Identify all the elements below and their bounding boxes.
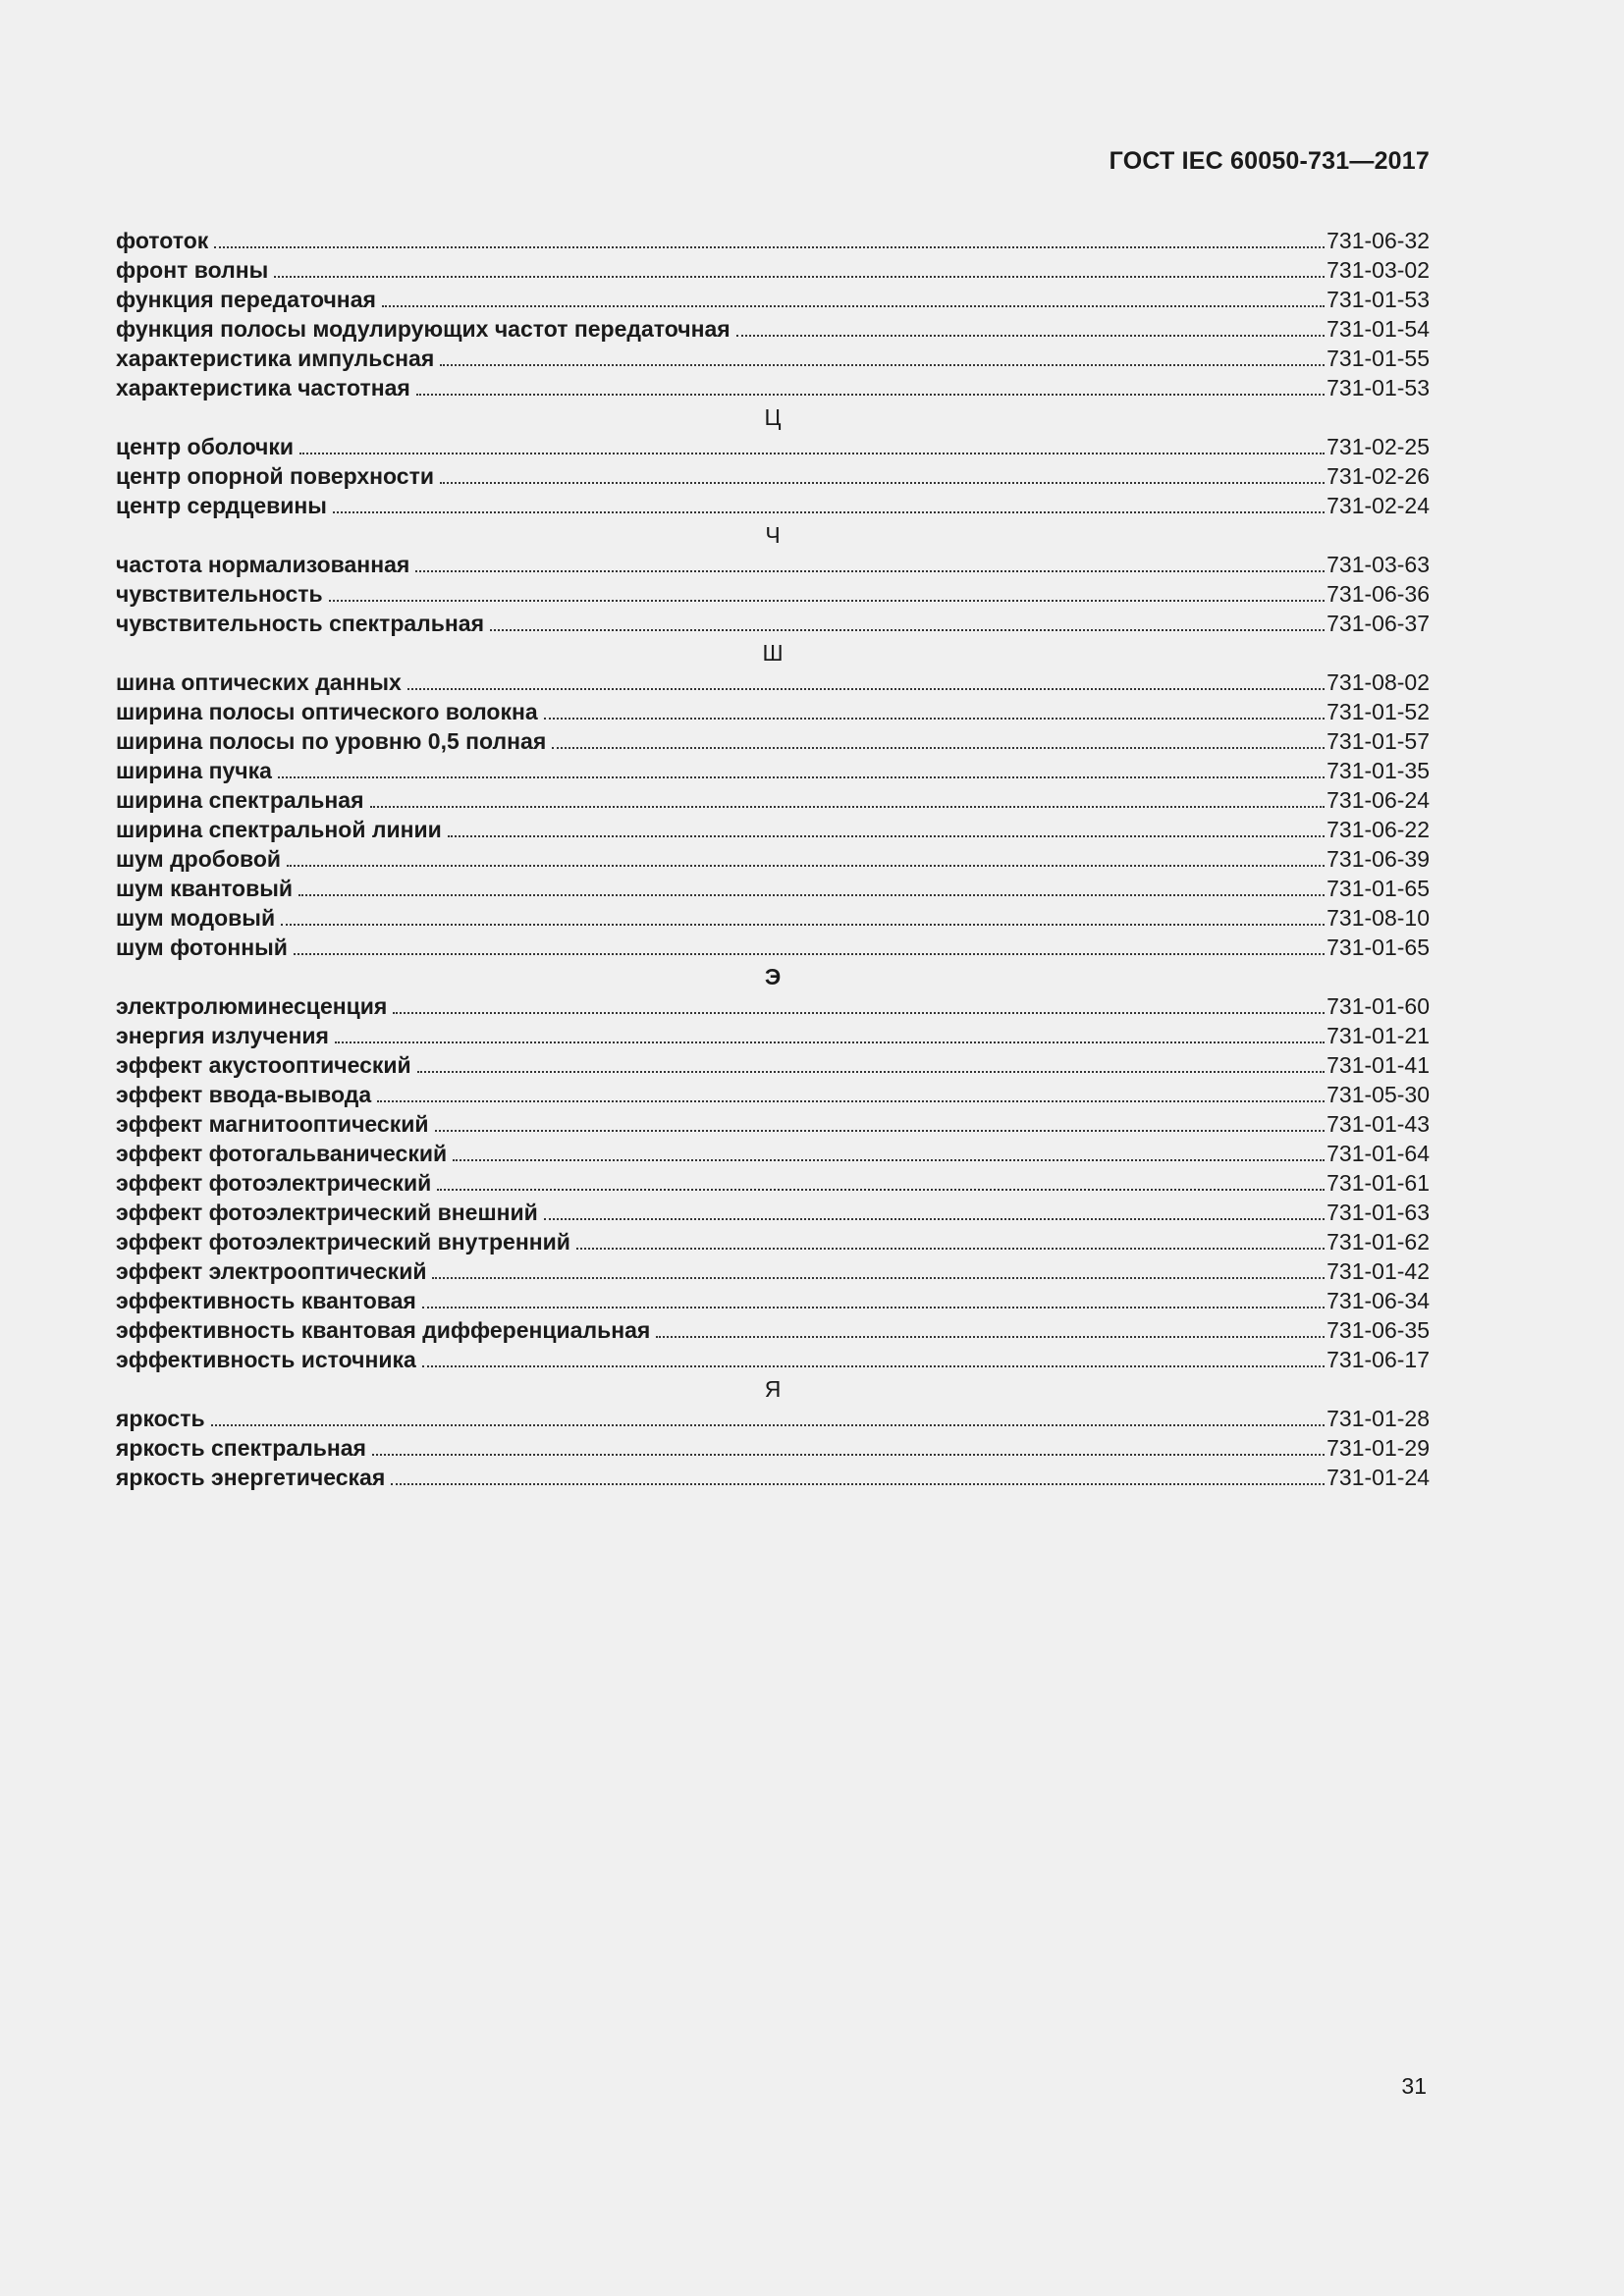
index-term: шум квантовый <box>116 876 294 901</box>
dot-leader <box>422 1307 1325 1308</box>
index-term: эффект ввода-вывода <box>116 1082 372 1107</box>
index-term: электролюминесценция <box>116 993 388 1019</box>
index-entry <box>116 1109 1430 1139</box>
dot-leader <box>490 629 1325 631</box>
index-ref: 731-01-42 <box>1326 1258 1430 1284</box>
index-ref: 731-06-22 <box>1326 817 1430 842</box>
index-term: яркость энергетическая <box>116 1465 386 1490</box>
index-ref: 731-06-24 <box>1326 787 1430 813</box>
index-term: центр сердцевины <box>116 493 327 518</box>
index-ref: 731-01-61 <box>1326 1170 1430 1196</box>
index-ref: 731-01-21 <box>1326 1023 1430 1048</box>
index-term: фронт волны <box>116 257 269 283</box>
index-entry <box>116 550 1430 579</box>
dot-leader <box>422 1365 1325 1367</box>
section-letter: Ш <box>762 640 784 666</box>
index-ref: 731-01-28 <box>1326 1406 1430 1431</box>
index-ref: 731-06-36 <box>1326 581 1430 607</box>
index-entry <box>116 874 1430 903</box>
index-term: эффект электрооптический <box>116 1258 427 1284</box>
index-entry <box>116 785 1430 815</box>
index-ref: 731-01-52 <box>1326 699 1430 724</box>
index-term: энергия излучения <box>116 1023 329 1048</box>
index-term: шина оптических данных <box>116 669 402 695</box>
dot-leader <box>211 1424 1326 1426</box>
index-entry <box>116 933 1430 962</box>
index-term: характеристика импульсная <box>116 346 435 371</box>
dot-leader <box>407 688 1325 690</box>
index-term: эффективность квантовая дифференциальная <box>116 1317 651 1343</box>
index-term: эффект акустооптический <box>116 1052 411 1078</box>
dot-leader <box>287 865 1325 867</box>
index-ref: 731-01-65 <box>1326 876 1430 901</box>
dot-leader <box>391 1483 1325 1485</box>
index-ref: 731-02-26 <box>1326 463 1430 489</box>
index-ref: 731-03-02 <box>1326 257 1430 283</box>
section-letter: Ц <box>764 404 782 430</box>
index-ref: 731-01-35 <box>1326 758 1430 783</box>
index-entry <box>116 667 1430 697</box>
index-entry <box>116 1050 1430 1080</box>
index-entry <box>116 1433 1430 1463</box>
index-entry <box>116 991 1430 1021</box>
dot-leader <box>370 806 1326 808</box>
index-term: эффект магнитооптический <box>116 1111 429 1137</box>
dot-leader <box>298 894 1325 896</box>
index-term: ширина полосы оптического волокна <box>116 699 538 724</box>
dot-leader <box>435 1130 1326 1132</box>
dot-leader <box>274 276 1325 278</box>
index-entry <box>116 756 1430 785</box>
index-entry <box>116 344 1430 373</box>
index-term: шум фотонный <box>116 934 288 960</box>
index-entry <box>116 1404 1430 1433</box>
index-ref: 731-06-37 <box>1326 611 1430 636</box>
page-number: 31 <box>1401 2073 1427 2099</box>
index-ref: 731-06-35 <box>1326 1317 1430 1343</box>
index-entry <box>116 1463 1430 1492</box>
index-term: чувствительность спектральная <box>116 611 485 636</box>
index-entry <box>116 1021 1430 1050</box>
index-entry <box>116 1227 1430 1256</box>
index-term: шум дробовой <box>116 846 282 872</box>
index-ref: 731-01-53 <box>1326 375 1430 400</box>
dot-leader <box>544 1218 1325 1220</box>
dot-leader <box>656 1336 1325 1338</box>
index-ref: 731-02-25 <box>1326 434 1430 459</box>
index-term: эффект фотоэлектрический внутренний <box>116 1229 570 1255</box>
section-letter: Я <box>764 1376 782 1402</box>
dot-leader <box>416 394 1325 396</box>
index-ref: 731-03-63 <box>1326 552 1430 577</box>
index-term: характеристика частотная <box>116 375 410 400</box>
section-letter: Э <box>764 964 782 989</box>
index-entry <box>116 815 1430 844</box>
index-ref: 731-08-02 <box>1326 669 1430 695</box>
dot-leader <box>453 1159 1325 1161</box>
index-ref: 731-01-29 <box>1326 1435 1430 1461</box>
index-entry <box>116 1345 1430 1374</box>
index-ref: 731-01-57 <box>1326 728 1430 754</box>
dot-leader <box>214 246 1325 248</box>
index-term: эффект фотоэлектрический внешний <box>116 1200 538 1225</box>
index-term: шум модовый <box>116 905 276 931</box>
dot-leader <box>335 1041 1325 1043</box>
index-entry <box>116 903 1430 933</box>
dot-leader <box>294 953 1325 955</box>
index-term: эффект фотогальванический <box>116 1141 448 1166</box>
index-ref: 731-01-24 <box>1326 1465 1430 1490</box>
dot-leader <box>576 1248 1325 1250</box>
index-entry <box>116 373 1430 402</box>
section-letter: Ч <box>765 522 781 548</box>
index-ref: 731-06-17 <box>1326 1347 1430 1372</box>
index-ref: 731-01-53 <box>1326 287 1430 312</box>
index-entry <box>116 1139 1430 1168</box>
index-term: фототок <box>116 228 209 253</box>
index-term: ширина полосы по уровню 0,5 полная <box>116 728 547 754</box>
index-term: функция полосы модулирующих частот передаточная <box>116 316 731 342</box>
index-group-ya <box>116 1374 1430 1492</box>
term-index <box>116 226 1430 1492</box>
index-ref: 731-02-24 <box>1326 493 1430 518</box>
index-entry <box>116 579 1430 609</box>
index-entry <box>116 461 1430 491</box>
index-group-e <box>116 962 1430 1374</box>
index-entry <box>116 1168 1430 1198</box>
dot-leader <box>377 1100 1325 1102</box>
index-entry <box>116 226 1430 255</box>
index-entry <box>116 844 1430 874</box>
index-entry <box>116 1080 1430 1109</box>
dot-leader <box>372 1454 1325 1456</box>
index-ref: 731-05-30 <box>1326 1082 1430 1107</box>
index-term: яркость спектральная <box>116 1435 366 1461</box>
index-term: эффективность квантовая <box>116 1288 416 1313</box>
index-entry <box>116 432 1430 461</box>
index-term: эффективность источника <box>116 1347 416 1372</box>
index-term: частота нормализованная <box>116 552 410 577</box>
index-group-sh <box>116 638 1430 962</box>
dot-leader <box>736 335 1325 337</box>
index-ref: 731-01-64 <box>1326 1141 1430 1166</box>
index-ref: 731-06-39 <box>1326 846 1430 872</box>
index-term: ширина спектральная <box>116 787 364 813</box>
dot-leader <box>552 747 1325 749</box>
index-group-f <box>116 226 1430 402</box>
dot-leader <box>299 453 1325 454</box>
dot-leader <box>437 1189 1325 1191</box>
index-entry <box>116 1286 1430 1315</box>
dot-leader <box>393 1012 1325 1014</box>
index-entry <box>116 491 1430 520</box>
index-group-ch <box>116 520 1430 638</box>
index-ref: 731-01-60 <box>1326 993 1430 1019</box>
index-ref: 731-01-62 <box>1326 1229 1430 1255</box>
dot-leader <box>432 1277 1325 1279</box>
index-ref: 731-01-43 <box>1326 1111 1430 1137</box>
dot-leader <box>440 482 1325 484</box>
dot-leader <box>440 364 1325 366</box>
document-code: ГОСТ IEC 60050-731—2017 <box>1109 147 1430 175</box>
index-entry <box>116 609 1430 638</box>
index-ref: 731-08-10 <box>1326 905 1430 931</box>
dot-leader <box>333 511 1325 513</box>
index-entry <box>116 1256 1430 1286</box>
index-term: яркость <box>116 1406 205 1431</box>
dot-leader <box>415 570 1325 572</box>
index-ref: 731-01-41 <box>1326 1052 1430 1078</box>
index-entry <box>116 285 1430 314</box>
index-term: центр оболочки <box>116 434 295 459</box>
index-term: ширина пучка <box>116 758 272 783</box>
index-ref: 731-01-63 <box>1326 1200 1430 1225</box>
dot-leader <box>544 718 1326 720</box>
index-term: ширина спектральной линии <box>116 817 442 842</box>
index-entry <box>116 1315 1430 1345</box>
dot-leader <box>382 305 1325 307</box>
index-group-ts <box>116 402 1430 520</box>
index-ref: 731-01-55 <box>1326 346 1430 371</box>
dot-leader <box>417 1071 1325 1073</box>
index-entry <box>116 726 1430 756</box>
index-ref: 731-06-32 <box>1326 228 1430 253</box>
dot-leader <box>329 600 1325 602</box>
index-entry <box>116 255 1430 285</box>
dot-leader <box>278 776 1325 778</box>
dot-leader <box>448 835 1325 837</box>
index-entry <box>116 314 1430 344</box>
index-term: центр опорной поверхности <box>116 463 434 489</box>
index-entry <box>116 697 1430 726</box>
index-term: эффект фотоэлектрический <box>116 1170 432 1196</box>
index-ref: 731-01-54 <box>1326 316 1430 342</box>
index-term: чувствительность <box>116 581 323 607</box>
index-ref: 731-01-65 <box>1326 934 1430 960</box>
index-term: функция передаточная <box>116 287 376 312</box>
index-ref: 731-06-34 <box>1326 1288 1430 1313</box>
index-entry <box>116 1198 1430 1227</box>
dot-leader <box>281 924 1325 926</box>
